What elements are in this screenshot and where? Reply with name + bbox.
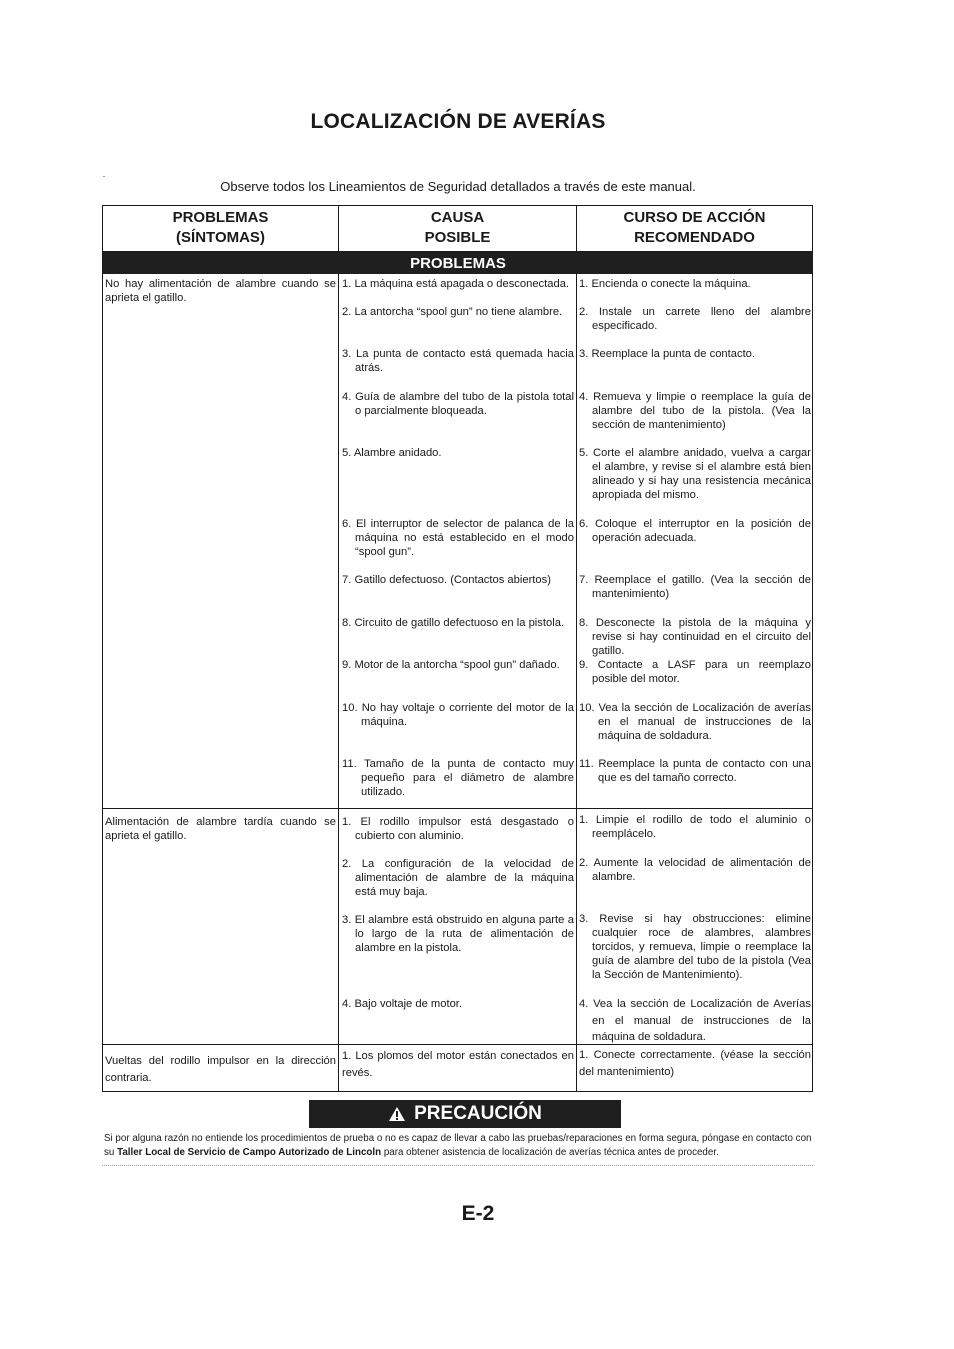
header-action-line1: CURSO DE ACCIÓN — [623, 209, 766, 226]
group-divider-1 — [102, 808, 813, 809]
cause-2-4: 4. Bajo voltaje de motor. — [342, 998, 463, 1010]
table-border-left — [102, 205, 103, 1092]
header-problems-line1: PROBLEMAS — [172, 209, 269, 226]
action-1-1: 1. Encienda o conecte la máquina. — [579, 278, 751, 290]
caution-note-bold: Taller Local de Servicio de Campo Autorizado de Lincoln — [117, 1147, 382, 1158]
header-cause-line1: CAUSA — [430, 209, 485, 226]
cause-1-2: 2. La antorcha “spool gun” no tiene alambre. — [342, 306, 563, 318]
header-cause-line2: POSIBLE — [424, 229, 491, 246]
action-1-3: 3. Reemplace la punta de contacto. — [579, 348, 756, 360]
action-1-4: 4. Remueva y limpie o reemplace la guía de alambre del tubo de la pistola. (Vea la sección de mantenimiento) — [579, 391, 811, 431]
dotted-separator — [102, 1165, 813, 1166]
cause-1-6: 6. El interruptor de selector de palanca de la máquina no está establecido en el modo “spool gun”. — [342, 518, 574, 558]
action-1-7: 7. Reemplace el gatillo. (Vea la sección de mantenimiento) — [579, 574, 811, 600]
problem-2: Alimentación de alambre tardía cuando se aprieta el gatillo. — [105, 816, 336, 842]
cause-1-7: 7. Gatillo defectuoso. (Contactos abiertos) — [342, 574, 551, 586]
header-action-line2: RECOMENDADO — [634, 229, 755, 246]
action-1-8: 8. Desconecte la pistola de la máquina y revise si hay continuidad en el circuito del gatillo. — [579, 617, 811, 657]
cause-1-1: 1. La máquina está apagada o desconectada. — [342, 278, 570, 290]
cause-1-5: 5. Alambre anidado. — [342, 447, 442, 459]
cause-3-1: 1. Los plomos del motor están conectados en revés. — [342, 1050, 574, 1079]
table-border-bottom — [102, 1091, 813, 1092]
warning-triangle-icon — [388, 1106, 406, 1122]
cause-2-1: 1. El rodillo impulsor está desgastado o cubierto con aluminio. — [342, 816, 574, 842]
action-2-3: 3. Revise si hay obstrucciones: elimine cualquier roce de alambres, alambres torcidos, y remueva, limpie o reemplace la guía de alambre del tubo de la pistola (Vea la Sección de Mantenimiento). — [579, 913, 811, 981]
column-divider-1 — [338, 205, 339, 1092]
action-1-10: 10. Vea la sección de Localización de averías en el manual de instrucciones de la máquina de soldadura. — [579, 702, 811, 742]
caution-note — [104, 1132, 814, 1160]
action-1-9: 9. Contacte a LASF para un reemplazo posible del motor. — [579, 659, 811, 685]
cause-1-4: 4. Guía de alambre del tubo de la pistola total o parcialmente bloqueada. — [342, 391, 574, 417]
caution-label: PRECAUCIÓN — [414, 1103, 542, 1124]
action-2-1: 1. Limpie el rodillo de todo el aluminio o reemplácelo. — [579, 814, 811, 840]
action-1-5: 5. Corte el alambre anidado, vuelva a cargar el alambre, y revise si el alambre está bien alineado y si hay una resistencia mecánica apropiada del mismo. — [579, 447, 811, 501]
header-problems-line2: (SÍNTOMAS) — [176, 229, 265, 246]
action-3-1: 1. Conecte correctamente. (véase la sección del mantenimiento) — [579, 1049, 811, 1078]
column-divider-2 — [576, 205, 577, 1092]
cause-1-3: 3. La punta de contacto está quemada hacia atrás. — [342, 348, 574, 374]
problem-1: No hay alimentación de alambre cuando se aprieta el gatillo. — [105, 278, 336, 304]
caution-note-text-after: para obtener asistencia de localización de averías técnica antes de proceder. — [381, 1147, 719, 1158]
action-1-2: 2. Instale un carrete lleno del alambre especificado. — [579, 306, 811, 332]
action-1-11: 11. Reemplace la punta de contacto con una que es del tamaño correcto. — [579, 758, 811, 784]
print-mark — [103, 176, 105, 177]
caution-banner — [309, 1100, 621, 1128]
page-number: E-2 — [461, 1202, 495, 1225]
cause-2-2: 2. La configuración de la velocidad de alimentación de alambre de la máquina está muy baja. — [342, 858, 574, 898]
problem-3: Vueltas del rodillo impulsor en la dirección contraria. — [105, 1055, 336, 1084]
header-action — [577, 205, 812, 251]
caution-note-text-before: Si por alguna razón no entiende los procedimientos de prueba o no es capaz de llevar a cabo las pruebas/reparaciones en forma segura, póngase en contacto con su — [104, 1133, 812, 1158]
cause-1-8: 8. Circuito de gatillo defectuoso en la pistola. — [342, 617, 565, 629]
action-2-2: 2. Aumente la velocidad de alimentación de alambre. — [579, 857, 811, 883]
cause-2-3: 3. El alambre está obstruido en alguna parte a lo largo de la ruta de alimentación de alambre en la pistola. — [342, 914, 574, 954]
problems-band: PROBLEMAS — [103, 252, 813, 274]
header-cause — [339, 205, 576, 251]
troubleshooting-table — [102, 205, 813, 1092]
table-border-right — [812, 205, 813, 1092]
cause-1-9: 9. Motor de la antorcha “spool gun” dañado. — [342, 659, 560, 671]
cause-1-10: 10. No hay voltaje o corriente del motor de la máquina. — [342, 702, 574, 728]
action-2-4: 4. Vea la sección de Localización de Averías en el manual de instrucciones de la máquina de soldadura. — [579, 998, 811, 1043]
safety-intro: Observe todos los Lineamientos de Seguridad detallados a través de este manual. — [220, 179, 696, 194]
action-1-6: 6. Coloque el interruptor en la posición de operación adecuada. — [579, 518, 811, 544]
cause-1-11: 11. Tamaño de la punta de contacto muy pequeño para el diámetro de alambre utilizado. — [342, 758, 574, 798]
page-title: LOCALIZACIÓN DE AVERÍAS — [310, 110, 606, 133]
header-problems — [103, 205, 338, 251]
